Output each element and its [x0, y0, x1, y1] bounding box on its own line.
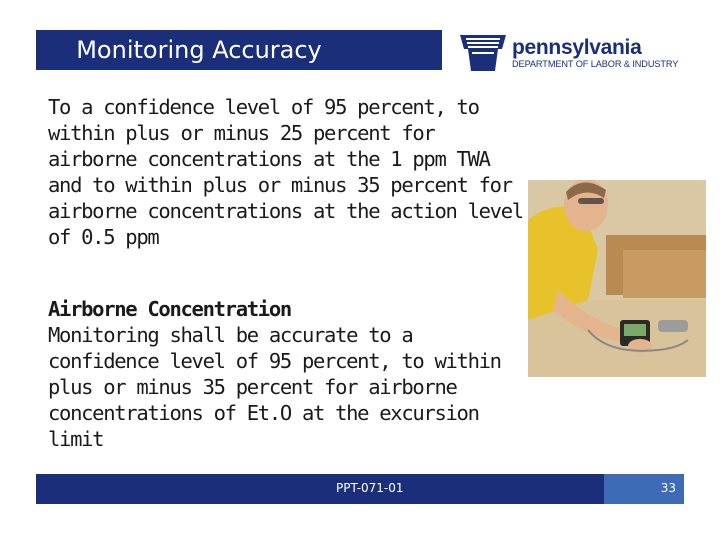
footer-bar — [36, 474, 684, 504]
logo-department: DEPARTMENT OF LABOR & INDUSTRY — [512, 58, 679, 69]
worker-photo — [528, 180, 706, 377]
footer-accent — [604, 474, 684, 504]
paragraph-2 — [48, 296, 528, 452]
paragraph-2-body: Monitoring shall be accurate to a confidence level of 95 percent, to within plus or minus 35 percent for airborne concentrations of Et.O at the excursion limit — [48, 323, 501, 451]
logo-name: pennsylvania — [512, 35, 642, 59]
footer-code: PPT-071-01 — [336, 481, 404, 495]
title-bar — [36, 30, 442, 70]
page-number: 33 — [660, 481, 676, 495]
paragraph-1: To a confidence level of 95 percent, to within plus or minus 25 percent for airborne concentrations at the 1 ppm TWA and to within plus or minus 35 percent for airborne concentrations at the action level of 0.5 ppm — [48, 95, 523, 249]
keystone-icon — [458, 33, 508, 73]
worker-with-monitor-photo — [528, 180, 706, 377]
slide-title: Monitoring Accuracy — [76, 36, 322, 64]
pennsylvania-logo — [458, 30, 690, 76]
paragraph-2-heading: Airborne Concentration — [48, 297, 291, 321]
